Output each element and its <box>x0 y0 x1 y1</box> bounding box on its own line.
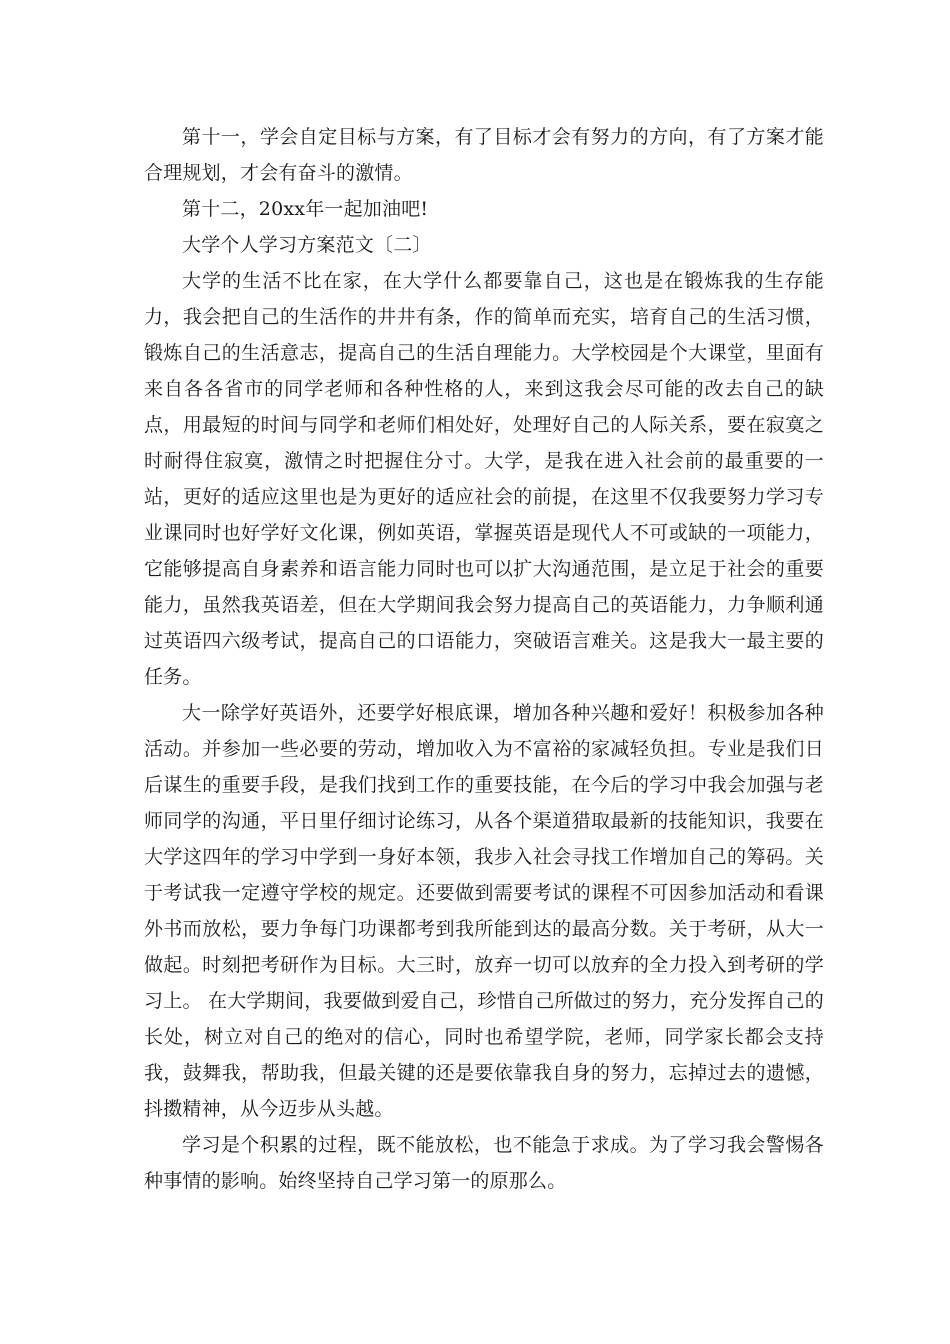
section-title: 大学个人学习方案范文〔二〕 <box>182 234 432 256</box>
paragraph-goal-plan: 第十一，学会自定目标与方案，有了目标才会有努力的方向，有了方案才能合理规划，才会有奋斗的激情。 <box>144 126 824 184</box>
document-body <box>144 119 824 1199</box>
paragraph-cheer: 第十二，20xx年一起加油吧! <box>182 198 429 220</box>
paragraph-learning-process: 学习是个积累的过程，既不能放松，也不能急于求成。为了学习我会警惕各种事情的影响。始终坚持自己学习第一的原那么。 <box>144 1134 824 1192</box>
paragraph-college-life: 大学的生活不比在家，在大学什么都要靠自己，这也是在锻炼我的生存能力，我会把自己的生活作的井井有条，作的简单而充实，培育自己的生活习惯，锻炼自己的生活意志，提高自己的生活自理能力。大学校园是个大课堂，里面有来自各各省市的同学老师和各种性格的人，来到这我会尽可能的改去自己的缺点，用最短的时间与同学和老师们相处好，处理好自己的人际关系，要在寂寞之时耐得住寂寞，激情之时把握住分寸。大学，是我在进入社会前的最重要的一站，更好的适应这里也是为更好的适应社会的前提，在这里不仅我要努力学习专业课同时也好学好文化课，例如英语，掌握英语是现代人不可或缺的一项能力，它能够提高自身素养和语言能力同时也可以扩大沟通范围，是立足于社会的重要能力，虽然我英语差，但在大学期间我会努力提高自己的英语能力，力争顺利通过英语四六级考试，提高自己的口语能力，突破语言难关。这是我大一最主要的任务。 <box>144 270 824 688</box>
paragraph-freshman-plan: 大一除学好英语外，还要学好根底课，增加各种兴趣和爱好！积极参加各种活动。并参加一些必要的劳动，增加收入为不富裕的家减轻负担。专业是我们日后谋生的重要手段，是我们找到工作的重要技能，在今后的学习中我会加强与老师同学的沟通，平日里仔细讨论练习，从各个渠道猎取最新的技能知识，我要在大学这四年的学习中学到一身好本领，我步入社会寻找工作增加自己的筹码。关于考试我一定遵守学校的规定。还要做到需要考试的课程不可因参加活动和看课外书而放松，要力争每门功课都考到我所能到达的最高分数。关于考研，从大一做起。时刻把考研作为目标。大三时，放弃一切可以放弃的全力投入到考研的学习上。 在大学期间，我要做到爱自己，珍惜自己所做过的努力，充分发挥自己的长处，树立对自己的绝对的信心，同时也希望学院，老师，同学家长都会支持我，鼓舞我，帮助我，但最关键的还是要依靠我自身的努力，忘掉过去的遗憾，抖擞精神，从今迈步从头越。 <box>144 702 824 1120</box>
